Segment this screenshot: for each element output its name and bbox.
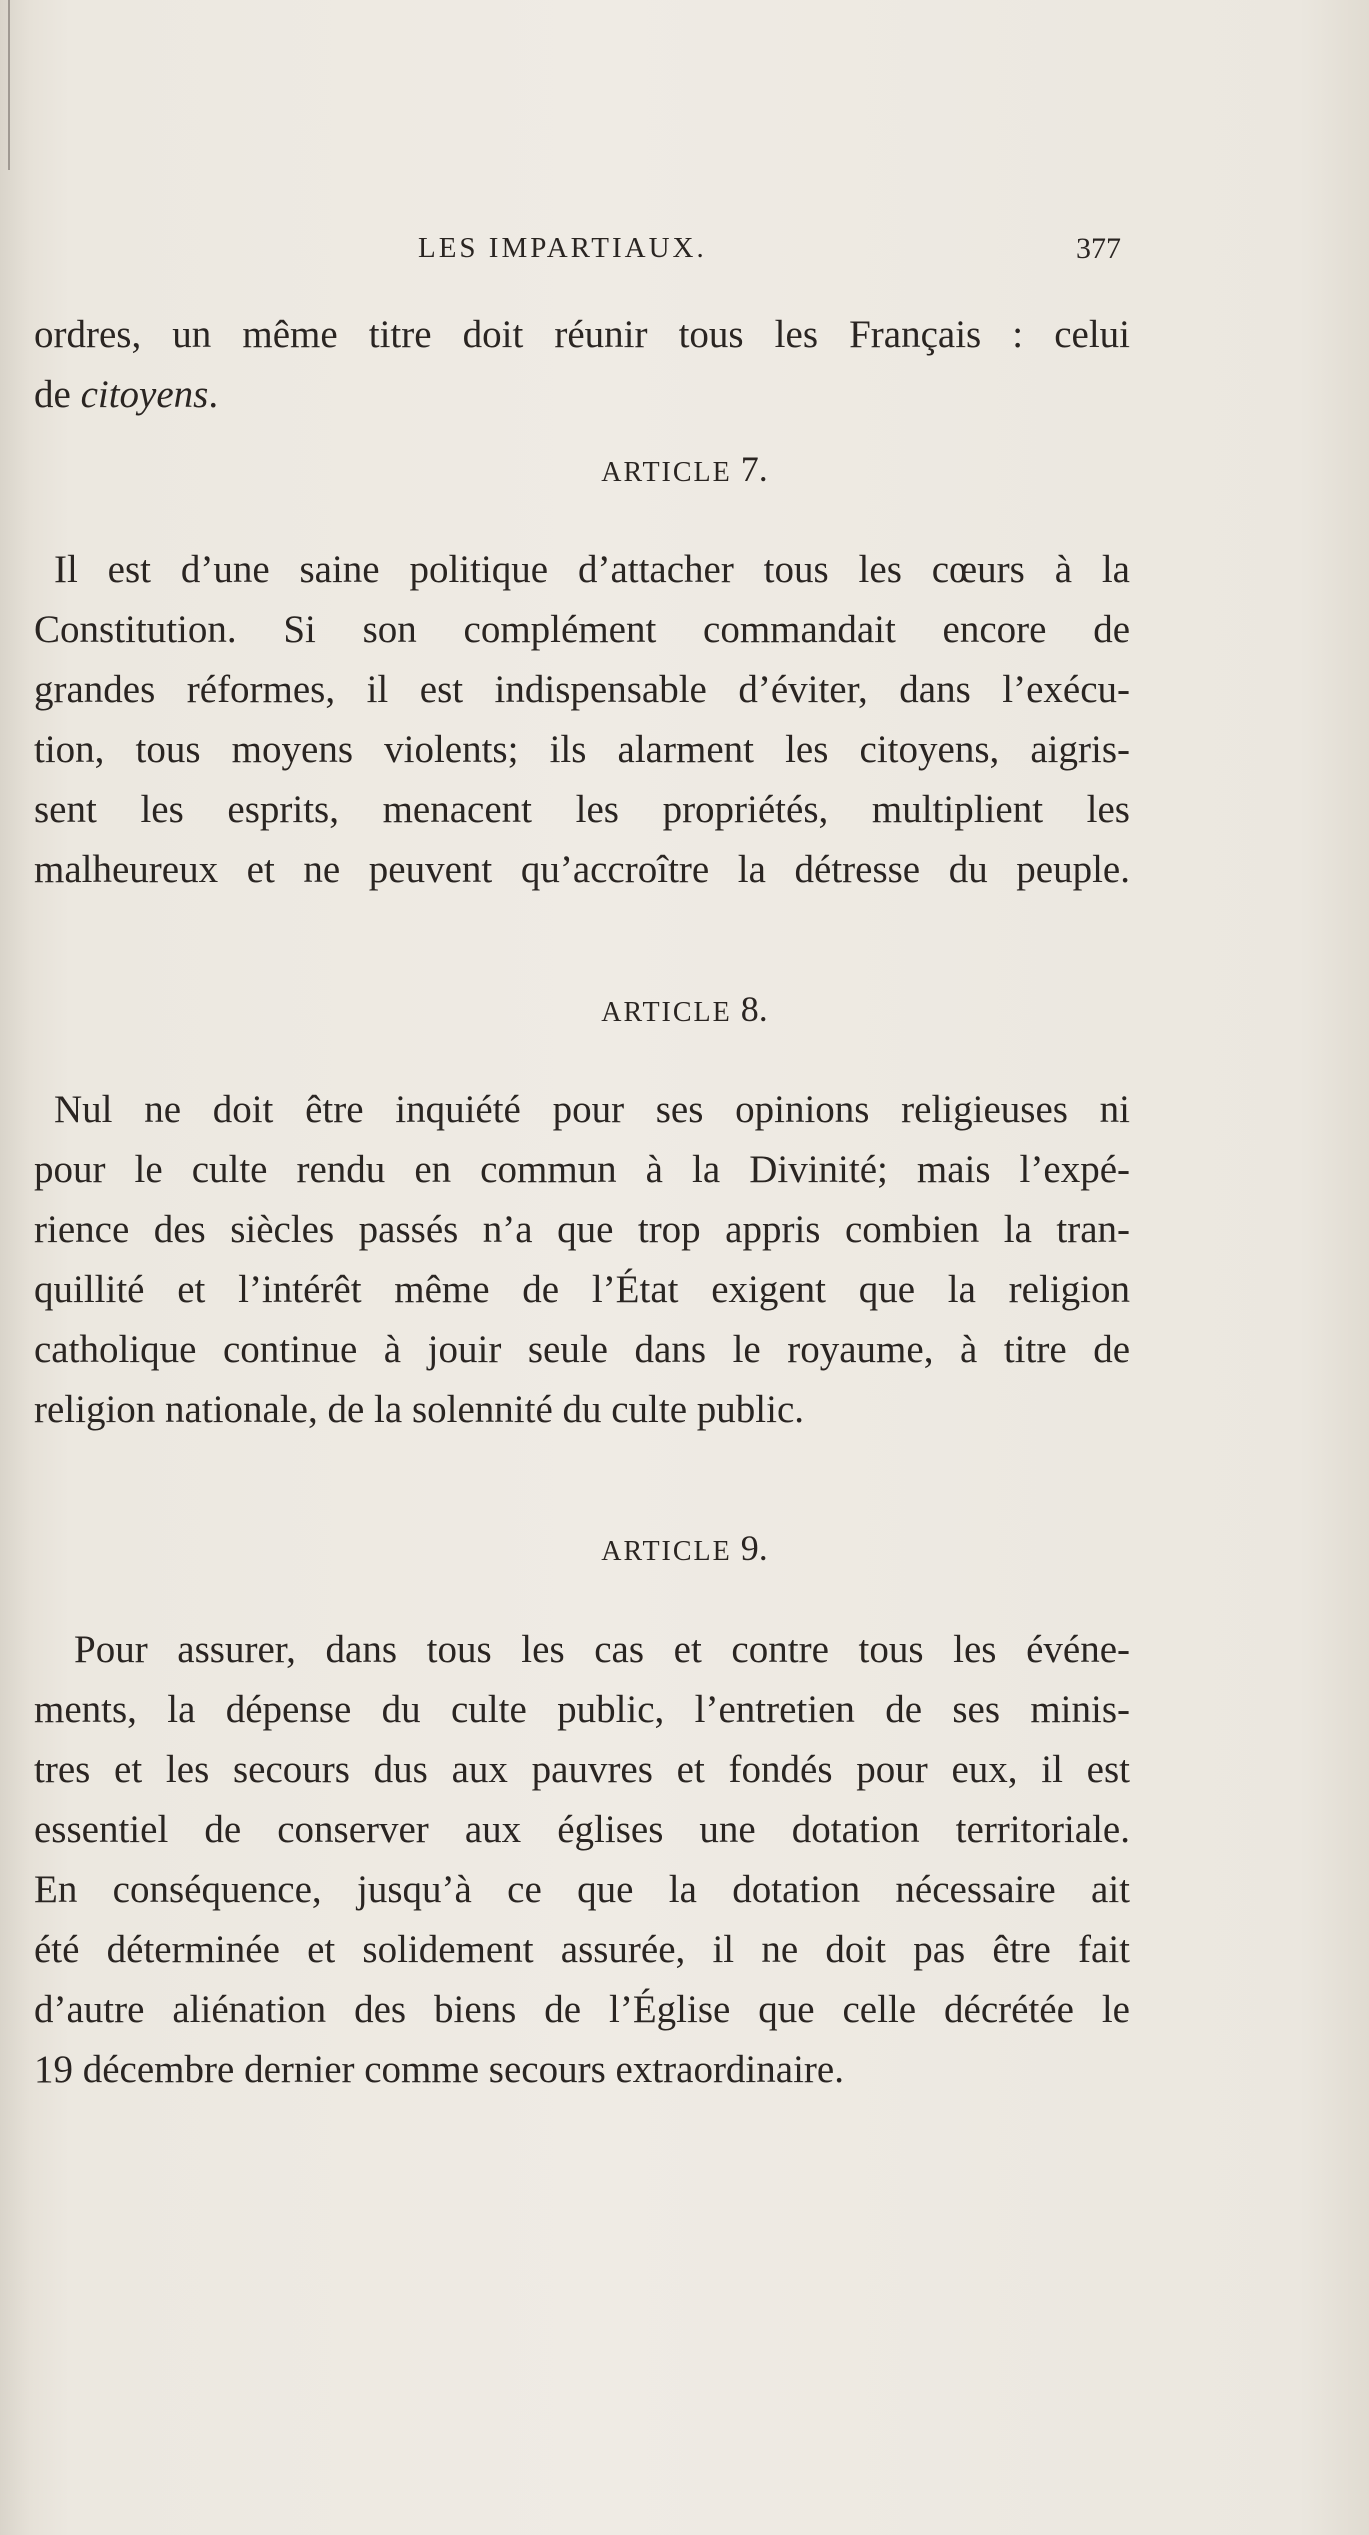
text-line: En conséquence, jusqu’à ce que la dotation nécessaire ait bbox=[34, 1868, 1130, 1911]
article-9-heading bbox=[0, 1527, 1369, 1569]
text-line: sent les esprits, menacent les propriétés, multiplient les bbox=[34, 788, 1130, 831]
article-heading-word: ARTICLE bbox=[601, 997, 732, 1028]
article-heading-word: ARTICLE bbox=[601, 1536, 732, 1567]
text-line: Il est d’une saine politique d’attacher tous les cœurs à la bbox=[54, 548, 1130, 591]
text-line: Pour assurer, dans tous les cas et contre tous les événe- bbox=[74, 1628, 1130, 1671]
text-fragment: de bbox=[34, 373, 81, 416]
text-line bbox=[34, 365, 1130, 425]
text-line: 19 décembre dernier comme secours extraordinaire. bbox=[34, 2048, 844, 2091]
article-7-heading bbox=[0, 448, 1369, 490]
italic-word: citoyens bbox=[80, 373, 209, 416]
article-8-heading bbox=[0, 988, 1369, 1030]
text-line: rience des siècles passés n’a que trop appris combien la tran- bbox=[34, 1208, 1130, 1251]
text-line: tion, tous moyens violents; ils alarment les citoyens, aigris- bbox=[34, 728, 1130, 771]
text-line: Nul ne doit être inquiété pour ses opinions religieuses ni bbox=[54, 1088, 1130, 1131]
running-head-title: LES IMPARTIAUX. bbox=[418, 232, 707, 264]
text-line: religion nationale, de la solennité du culte public. bbox=[34, 1388, 805, 1431]
page-number: 377 bbox=[1076, 232, 1121, 265]
text-line: essentiel de conserver aux églises une dotation territoriale. bbox=[34, 1808, 1130, 1851]
article-9-text bbox=[34, 1620, 1130, 2100]
article-heading-number: 9. bbox=[740, 1528, 768, 1568]
article-heading-word: ARTICLE bbox=[601, 457, 732, 488]
text-line: ments, la dépense du culte public, l’entretien de ses minis- bbox=[34, 1688, 1130, 1731]
article-7-text bbox=[34, 540, 1130, 900]
text-line: ordres, un même titre doit réunir tous les Français : celui bbox=[34, 313, 1130, 356]
intro-paragraph bbox=[34, 305, 1130, 425]
text-line: Constitution. Si son complément commandait encore de bbox=[34, 608, 1130, 651]
running-head bbox=[0, 232, 1369, 272]
text-line: tres et les secours dus aux pauvres et fondés pour eux, il est bbox=[34, 1748, 1130, 1791]
text-line: été déterminée et solidement assurée, il ne doit pas être fait bbox=[34, 1928, 1130, 1971]
text-fragment: . bbox=[208, 373, 219, 416]
text-line: grandes réformes, il est indispensable d’éviter, dans l’exécu- bbox=[34, 668, 1130, 711]
text-line: d’autre aliénation des biens de l’Église que celle décrétée le bbox=[34, 1988, 1130, 2031]
article-8-text bbox=[34, 1080, 1130, 1440]
article-heading-number: 7. bbox=[740, 449, 768, 489]
article-heading-number: 8. bbox=[740, 989, 768, 1029]
text-line: quillité et l’intérêt même de l’État exigent que la religion bbox=[34, 1268, 1130, 1311]
text-line: catholique continue à jouir seule dans le royaume, à titre de bbox=[34, 1328, 1130, 1371]
page-edge-shadow bbox=[8, 0, 10, 170]
text-line: malheureux et ne peuvent qu’accroître la détresse du peuple. bbox=[34, 848, 1130, 891]
text-line: pour le culte rendu en commun à la Divinité; mais l’expé- bbox=[34, 1148, 1130, 1191]
